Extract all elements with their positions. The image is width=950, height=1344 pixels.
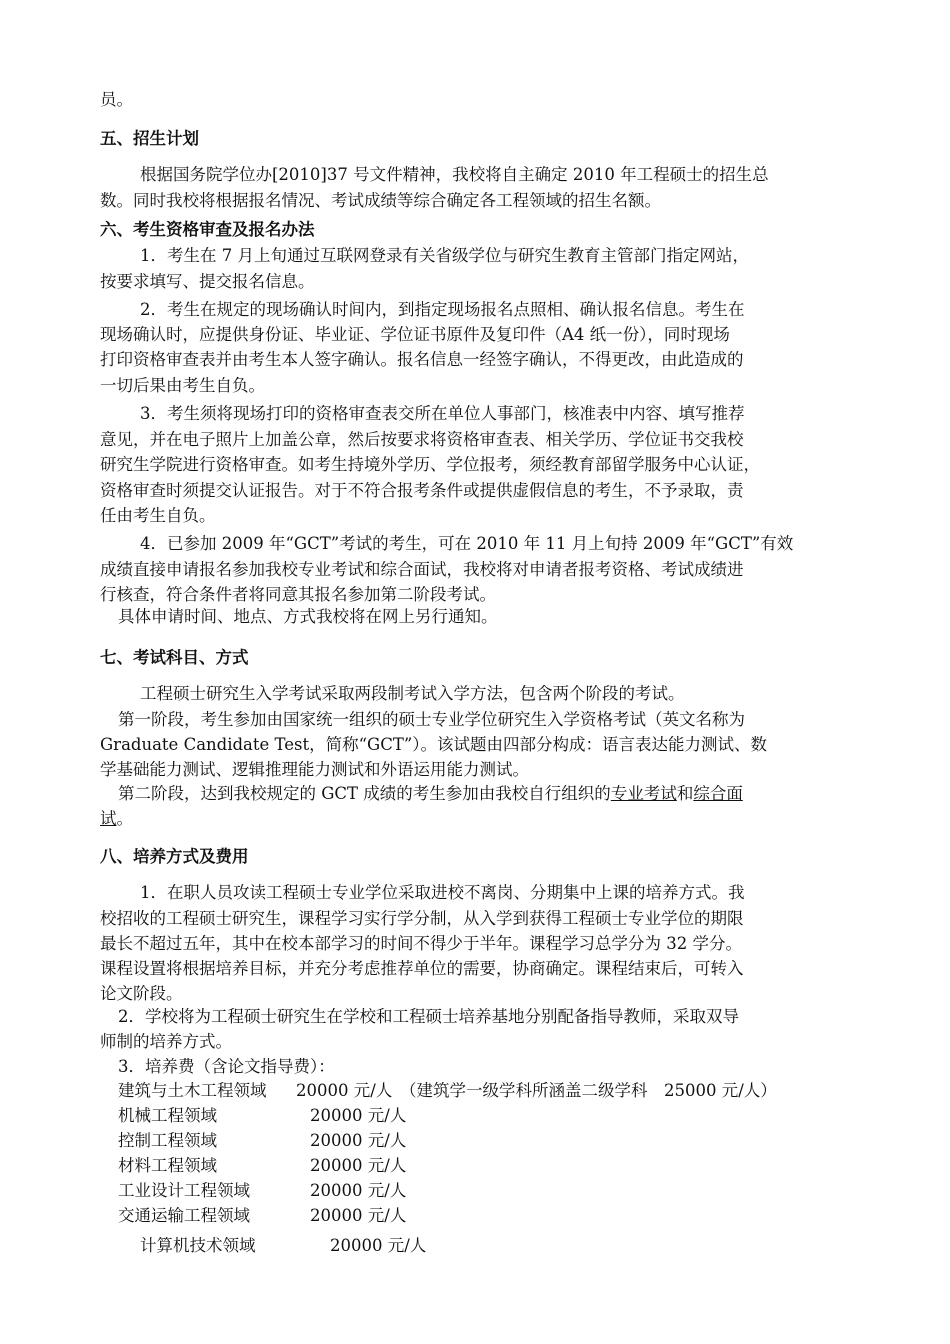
fee-value: 20000 元/人 (330, 1236, 427, 1255)
underlined-term: 综合面 (693, 784, 743, 803)
fee-value: 20000 元/人 (310, 1106, 407, 1125)
text-line: 第一阶段，考生参加由国家统一组织的硕士专业学位研究生入学资格考试（英文名称为 (118, 710, 745, 729)
fee-field-name: 机械工程领域 (118, 1106, 217, 1125)
text-line (100, 807, 133, 831)
text-line: Graduate Candidate Test，简称“GCT”）。该试题由四部分构成：语言表达能力测试、数 (100, 735, 768, 754)
fee-note: （建筑学一级学科所涵盖二级学科 25000 元/人） (400, 1081, 777, 1100)
section-heading: 六、考生资格审查及报名办法 (100, 220, 315, 239)
text-line: 研究生学院进行资格审查。如考生持境外学历、学位报考，须经教育部留学服务中心认证， (100, 455, 760, 474)
fee-field-name: 控制工程领域 (118, 1131, 217, 1150)
underlined-term: 专业考试 (610, 784, 677, 803)
fee-field-name: 计算机技术领域 (140, 1236, 256, 1255)
fee-value: 20000 元/人 (310, 1181, 407, 1200)
text-line: 论文阶段。 (100, 984, 183, 1003)
text-line: 员。 (100, 90, 133, 109)
text-line: 根据国务院学位办[2010]37 号文件精神，我校将自主确定 2010 年工程硕士的招生总 (140, 165, 769, 184)
text-line: 3．考生须将现场打印的资格审查表交所在单位人事部门，核准表中内容、填写推荐 (140, 404, 745, 423)
fee-value: 20000 元/人 (296, 1081, 393, 1100)
fee-field-name: 建筑与土木工程领域 (118, 1081, 267, 1100)
text-line: 按要求填写、提交报名信息。 (100, 272, 315, 291)
section-heading: 七、考试科目、方式 (100, 648, 249, 667)
fee-value: 20000 元/人 (310, 1156, 407, 1175)
text-line: 1．在职人员攻读工程硕士专业学位采取进校不离岗、分期集中上课的培养方式。我 (140, 883, 745, 902)
text-line: 最长不超过五年，其中在校本部学习的时间不得少于半年。课程学习总学分为 32 学分。 (100, 934, 742, 953)
text-line: 1．考生在 7 月上旬通过互联网登录有关省级学位与研究生教育主管部门指定网站， (140, 246, 749, 265)
text-line: 工程硕士研究生入学考试采取两段制考试入学方法，包含两个阶段的考试。 (140, 684, 685, 703)
text-line: 成绩直接申请报名参加我校专业考试和综合面试，我校将对申请者报考资格、考试成绩进 (100, 560, 744, 579)
text-segment: 第二阶段，达到我校规定的 GCT 成绩的考生参加由我校自行组织的 (118, 784, 611, 803)
text-line: 具体申请时间、地点、方式我校将在网上另行通知。 (118, 607, 498, 626)
text-segment: 和 (676, 784, 694, 803)
text-line: 数。同时我校将根据报名情况、考试成绩等综合确定各工程领域的招生名额。 (100, 191, 661, 210)
text-line: 师制的培养方式。 (100, 1032, 232, 1051)
text-line: 学基础能力测试、逻辑推理能力测试和外语运用能力测试。 (100, 760, 529, 779)
text-line: 意见，并在电子照片上加盖公章，然后按要求将资格审查表、相关学历、学位证书交我校 (100, 430, 744, 449)
fee-value: 20000 元/人 (310, 1206, 407, 1225)
text-line: 现场确认时，应提供身份证、毕业证、学位证书原件及复印件（A4 纸一份），同时现场 (100, 325, 730, 344)
text-line: 校招收的工程硕士研究生，课程学习实行学分制，从入学到获得工程硕士专业学位的期限 (100, 909, 744, 928)
text-line: 2．考生在规定的现场确认时间内，到指定现场报名点照相、确认报名信息。考生在 (140, 300, 745, 319)
section-heading: 五、招生计划 (100, 129, 199, 148)
text-line (118, 782, 743, 806)
fee-field-name: 材料工程领域 (118, 1156, 217, 1175)
text-line: 4．已参加 2009 年“GCT”考试的考生，可在 2010 年 11 月上旬持 2009 年“GCT”有效 (140, 534, 794, 553)
text-line: 一切后果由考生自负。 (100, 376, 265, 395)
text-line: 行核查，符合条件者将同意其报名参加第二阶段考试。 (100, 585, 496, 604)
text-line: 任由考生自负。 (100, 506, 216, 525)
section-heading: 八、培养方式及费用 (100, 847, 249, 866)
fee-value: 20000 元/人 (310, 1131, 407, 1150)
text-segment: 。 (116, 809, 133, 828)
underlined-term: 试 (100, 809, 117, 828)
fee-field-name: 交通运输工程领域 (118, 1206, 250, 1225)
fee-field-name: 工业设计工程领域 (118, 1181, 250, 1200)
text-line: 资格审查时须提交认证报告。对于不符合报考条件或提供虚假信息的考生，不予录取，责 (100, 481, 744, 500)
text-line: 打印资格审查表并由考生本人签字确认。报名信息一经签字确认，不得更改，由此造成的 (100, 350, 744, 369)
text-line: 3．培养费（含论文指导费）： (118, 1057, 335, 1076)
text-line: 课程设置将根据培养目标，并充分考虑推荐单位的需要，协商确定。课程结束后，可转入 (100, 959, 744, 978)
text-line: 2．学校将为工程硕士研究生在学校和工程硕士培养基地分别配备指导教师，采取双导 (118, 1007, 739, 1026)
